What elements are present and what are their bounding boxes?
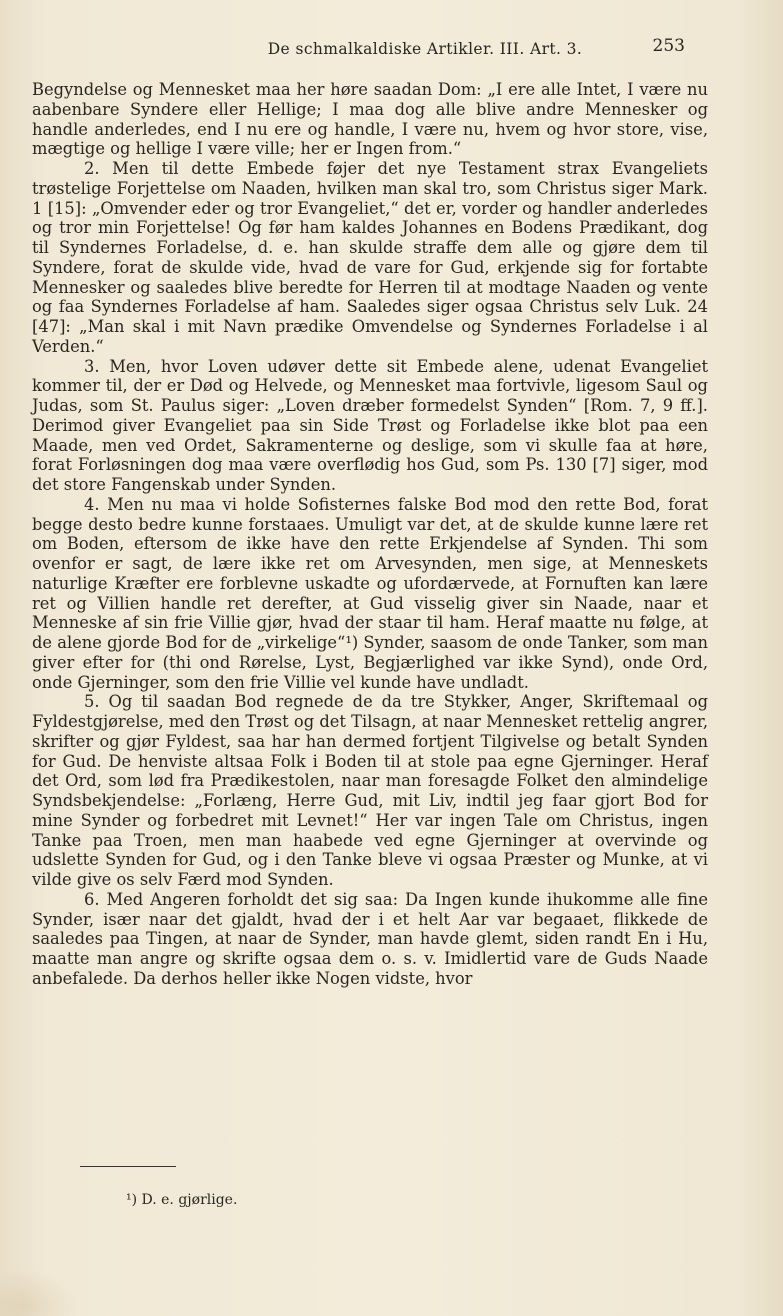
paragraph-continuation: Begyndelse og Mennesket maa her høre saadan Dom: „I ere alle Intet, I være nu aabenbare Syndere eller Hellige; I maa dog alle blive andre Mennesker og handle anderledes, end I nu ere og handle, I være nu, hvem og hvor store, vise, mægtige og hellige I være ville; her er Ingen from.“ (32, 80, 708, 159)
paragraph-4: 4. Men nu maa vi holde Sofisternes falske Bod mod den rette Bod, forat begge desto bedre kunne forstaaes. Umuligt var det, at de skulde kunne lære ret om Boden, eftersom de ikke have den rette Erkjendelse af Synden. Thi som ovenfor er sagt, de lære ikke ret om Arvesynden, men sige, at Menneskets naturlige Kræfter ere forblevne uskadte og ufordærvede, at Fornuften kan lære ret og Villien handle ret derefter, at Gud visselig giver sin Naade, naar et Menneske af sin frie Villie gjør, hvad der staar til ham. Heraf maatte nu følge, at de alene gjorde Bod for de „virkelige“¹) Synder, saasom de onde Tanker, som man giver efter for (thi ond Rørelse, Lyst, Begjærlighed var ikke Synd), onde Ord, onde Gjerninger, som den frie Villie vel kunde have undladt. (32, 494, 709, 692)
footnote: ¹) D. e. gjørlige. (126, 1192, 238, 1208)
paragraph-2: 2. Men til dette Embede føjer det nye Testament strax Evangeliets trøstelige Forjettelse om Naaden, hvilken man skal tro, som Christus siger Mark. 1 [15]: „Omvender eder og tror Evangeliet,“ det er, vorder og handler anderledes og tror min Forjettelse! Og før ham kaldes Johannes en Bodens Prædikant, dog til Syndernes Forladelse, d. e. han skulde straffe dem alle og gjøre dem til Syndere, forat de skulde vide, hvad de vare for Gud, erkjende sig for fortabte Mennesker og saaledes blive beredte for Herren til at modtage Naaden og vente og faa Syndernes Forladelse af ham. Saaledes siger ogsaa Christus selv Luk. 24 [47]: „Man skal i mit Navn prædike Omvendelse og Syndernes Forladelse i al Verden.“ (32, 159, 708, 356)
page-body (32, 80, 708, 989)
running-title: De schmalkaldiske Artikler. III. Art. 3. (267, 40, 583, 58)
paragraph-5: 5. Og til saadan Bod regnede de da tre Stykker, Anger, Skriftemaal og Fyldestgjørelse, med den Trøst og det Tilsagn, at naar Mennesket rettelig angrer, skrifter og gjør Fyldest, saa har han dermed fortjent Tilgivelse og betalt Synden for Gud. De henviste altsaa Folk i Boden til at stole paa egne Gjerninger. Heraf det Ord, som lød fra Prædikestolen, naar man foresagde Folket den almindelige Syndsbekjendelse: „Forlæng, Herre Gud, mit Liv, indtil jeg faar gjort Bod for mine Synder og forbedret mit Levnet!“ Her var ingen Tale om Christus, ingen Tanke paa Troen, men man haabede ved egne Gjerninger at overvinde og udslette Synden for Gud, og i den Tanke bleve vi ogsaa Præster og Munke, at vi vilde give os selv Færd mod Synden. (32, 692, 708, 889)
paragraph-3: 3. Men, hvor Loven udøver dette sit Embede alene, udenat Evangeliet kommer til, der er Død og Helvede, og Mennesket maa fortvivle, ligesom Saul og Judas, som St. Paulus siger: „Loven dræber formedelst Synden“ [Rom. 7, 9 ff.]. Derimod giver Evangeliet paa sin Side Trøst og Forladelse ikke blot paa een Maade, men ved Ordet, Sakramenterne og deslige, som vi skulle faa at høre, forat Forløsningen dog maa være overflødig hos Gud, som Ps. 130 [7] siger, mod det store Fangenskab under Synden. (32, 356, 708, 494)
paper-stain (0, 1268, 80, 1316)
paragraph-6: 6. Med Angeren forholdt det sig saa: Da Ingen kunde ihukomme alle fine Synder, især naar det gjaldt, hvad der i et helt Aar var begaaet, flikkede de saaledes paa Tingen, at naar de Synder, man havde glemt, siden randt En i Hu, maatte man angre og skrifte ogsaa dem o. s. v. Imidlertid vare de Guds Naade anbefalede. Da derhos heller ikke Nogen vidste, hvor (32, 889, 708, 988)
footnote-rule (80, 1166, 176, 1167)
page-number: 253 (652, 36, 685, 56)
